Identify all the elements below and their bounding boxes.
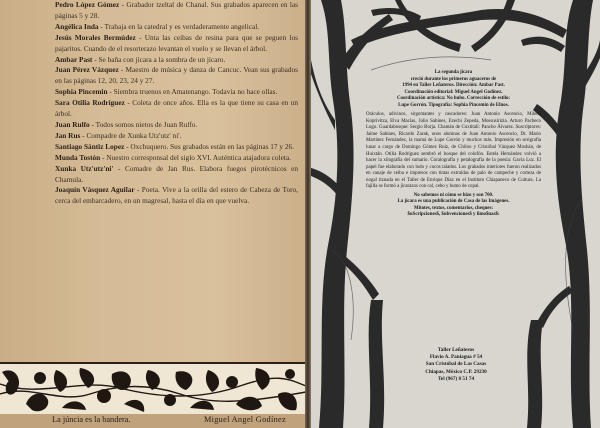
colophon-line: Coordinación artística: No hubo. Corrección de estilo: xyxy=(396,96,511,102)
contributor-bio: - Siembra truenos en Amatenango. Todavía no hace ollas. xyxy=(107,87,278,97)
contributor-entry xyxy=(55,185,298,207)
colophon-line: creció durante los primeros aguaceros de xyxy=(410,76,497,82)
contributor-bio: - Oxchuquero. Sus grabados están en las páginas 17 y 26. xyxy=(124,141,294,151)
contributor-name: Jan Rus xyxy=(55,130,81,140)
contributor-name: Munda Tostón xyxy=(55,152,101,162)
address-line: Chiapas, México C.P. 29230 xyxy=(425,368,487,375)
address-line: Taller Leñateros xyxy=(437,347,475,353)
contributor-entry xyxy=(55,65,298,87)
contributor-name: Juan Rulfo xyxy=(55,119,90,129)
contributor-entry xyxy=(55,153,298,164)
colophon-body: Oráculos, adivinos, sirgomantes y cascadores: Juan Antonio Ascencio, Milena Koprivitza, Elva Macías, Julio Sabines, Ezechi Zepeda, Mossusirizia. Arturo Pacheco Lugo. Guardabosque: Sergio Borja. Chamán de Cuxtitali: Pancho Álvarez. Suscriptores: Jaime Sabines, Ricardo Zarak, unos alumnas de Juan Antonio Ascencio, Dr. Mario Martínez Fernández, la mamá de Lupe Gorrón y muchos más. Impresión en serigrafía lunar a cargo de Domingo Gómez Ruiz, de Chiloo y Cristóbal Vázquez Moshán, de Huixtán. Otilia Rodríguez sembró el bosque del colofón. Estela Hernández volvió a hacer la xilografía del sumario. Coralografía y petalografía de la poesía: Gavia Luz. El papel fue elaborado con lodo y cocos talados. Los grabados interiores fueron realizados en canaje de ceiba e impresos con tintas extraídas de palo de campeche y corteza de nogal tiznada en el Taller de Enrique Díaz en el Instituto Chiapaneco de Cultura. La fajilla se formó a jícarazos con cal, cebo y humo de copal. xyxy=(366,112,541,190)
contributor-entry xyxy=(55,55,298,66)
contributor-entry xyxy=(55,98,298,120)
contributor-bio: - Poeta. Vive a la orilla del estero de Cabeza de Toro, cerca del embarcadero, en un magresal, hasta el día en que vuelva. xyxy=(55,185,298,206)
colophon-closing: No sabemos ni cómo se hizo y son 700. xyxy=(413,192,494,198)
contributor-entry xyxy=(55,120,298,131)
contributor-name: Pedro López Gómez xyxy=(55,0,120,9)
contributor-entry xyxy=(55,0,298,22)
contributor-name: Santiago Sántiz Lopez xyxy=(55,141,125,151)
contributor-name: Ambar Past xyxy=(55,54,93,64)
colophon-line: 1994 en Taller Leñateros. Dirección: Ambar Past. xyxy=(402,83,505,89)
address-line: Tel (967) 8 51 74 xyxy=(437,375,475,382)
page-footer xyxy=(0,414,306,428)
contributor-entry xyxy=(55,142,298,153)
address-line: San Cristóbal de Las Casas xyxy=(425,361,487,368)
floral-woodcut-icon xyxy=(0,364,306,416)
colophon-title: La segunda jícara xyxy=(434,70,473,75)
contributor-bio: - Compadre de Xunka Utz'utz' ni'. xyxy=(80,130,182,140)
contributor-entry xyxy=(55,22,298,33)
contributor-bio: - Unta las ceibas de resina para que se peguen los pajaritos. Cuando de el resorterazo levantan el vuelo y se llevan el árbol. xyxy=(55,32,298,53)
contributor-bio: - Se baña con jícara a la sombra de un jícaro. xyxy=(92,54,226,64)
footer-author: Miguel Angel Godínez xyxy=(203,415,286,424)
colophon-closing: $uScripciones$, $ubvenciones$ y limo$nas$: xyxy=(407,212,500,218)
contributor-entry xyxy=(55,33,298,55)
contributor-bio: - Coleta de once años. Ella es la que tiene su casa en un árbol. xyxy=(55,98,298,119)
contributor-name: Juan Pérez Vázquez xyxy=(55,65,119,75)
contributors-list xyxy=(55,0,298,207)
address-line: Flavio A. Paniagua # 54 xyxy=(429,354,483,361)
contributor-name: Jesús Morales Bermúdez xyxy=(55,32,136,42)
colophon xyxy=(366,70,541,219)
footer-motto: La júncia es la bandera. xyxy=(52,415,131,424)
contributor-entry xyxy=(55,131,298,142)
contributor-name: Joaquín Vásquez Aguilar xyxy=(55,185,135,195)
contributor-entry xyxy=(55,87,298,98)
colophon-closing: Mitotes, textos, comentarios, cheques: xyxy=(413,205,494,211)
contributor-name: Angélica Inda xyxy=(55,21,99,31)
right-page xyxy=(311,0,600,428)
contributor-bio: - Trabaja en la catedral y es verdaderamente angelical. xyxy=(98,21,260,31)
colophon-closing: La jícara es una publicación de Casa de las Imágenes. xyxy=(397,199,510,205)
contributor-entry xyxy=(55,164,298,186)
contributor-bio: - Grabador tzeltal de Chanal. Sus grabados aparecen en las páginas 5 y 28. xyxy=(55,0,298,20)
contributor-name: Sophia Pincemin xyxy=(55,87,108,97)
contributor-bio: - Todos somos nietos de Juan Rulfo. xyxy=(89,119,198,129)
contributor-bio: - Maestro de música y danza de Cancuc. Vean sus grabados en las páginas 12, 20, 23, 24 y 27. xyxy=(55,65,298,86)
colophon-line: Lupe Gorrón. Tipografía: Sophia Pincemin de Elnos. xyxy=(398,102,509,108)
decorative-woodcut-band xyxy=(0,362,306,418)
contributor-name: Xunka Utz'utz'ni' xyxy=(55,163,114,173)
contributor-bio: - Comadre de Jan Rus. Elabora fuegos pirotécnicos en Chamula. xyxy=(55,163,298,184)
contributor-name: Sara Otilia Rodríguez xyxy=(55,98,125,108)
colophon-line: Coordinación editorial: Miguel Angel Godínez. xyxy=(404,89,503,95)
publisher-address xyxy=(401,347,511,383)
contributor-bio: - Nuestro corresponsal del siglo XVI. Auténtica atajadora coleta. xyxy=(100,152,291,162)
